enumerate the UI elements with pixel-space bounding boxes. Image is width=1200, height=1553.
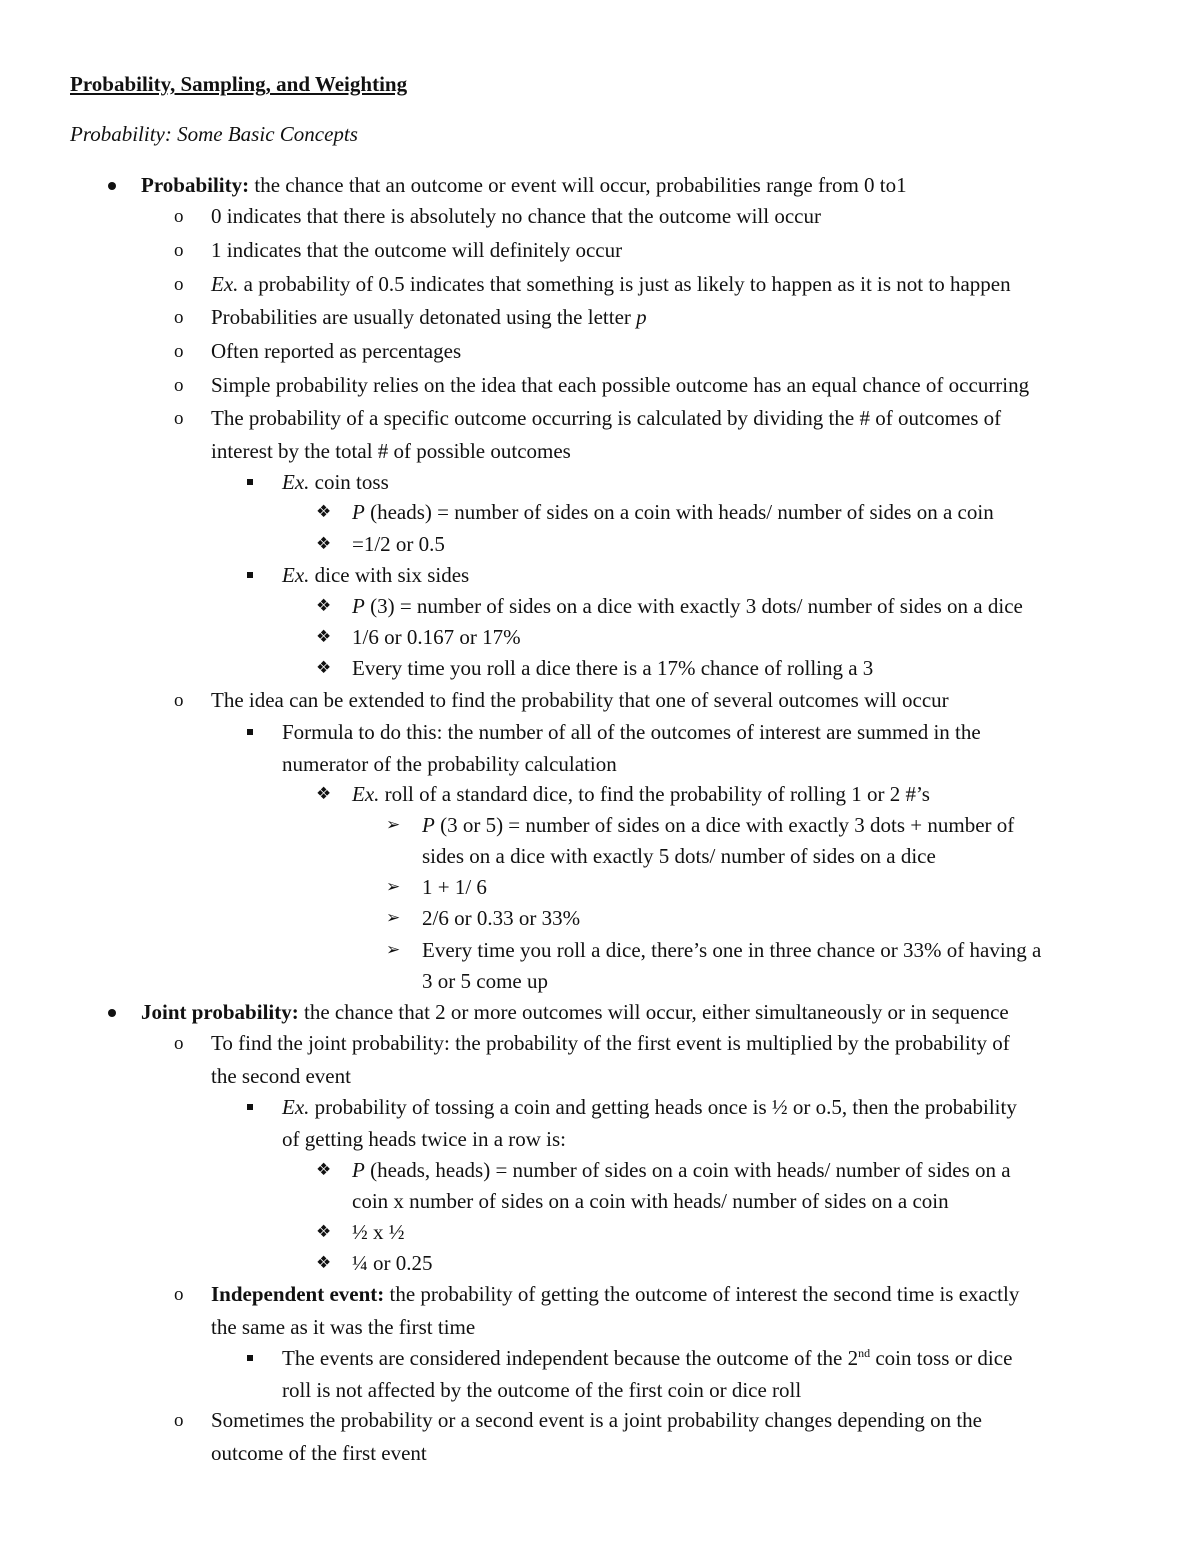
diamond-bullet-icon: ❖ (316, 1253, 332, 1273)
circle-bullet-icon: o (174, 1410, 184, 1431)
diamond-bullet-icon: ❖ (316, 784, 332, 804)
list-item-text: Joint probability: the chance that 2 or more outcomes will occur, either simultaneously or in sequence (141, 1000, 1009, 1024)
list-item-text: sides on a dice with exactly 5 dots/ number of sides on a dice (422, 844, 936, 868)
italic-term: p (636, 305, 647, 329)
list-item-text: P (3 or 5) = number of sides on a dice with exactly 3 dots + number of (422, 813, 1015, 837)
page-title: Probability, Sampling, and Weighting (70, 72, 408, 96)
list-item-text: The probability of a specific outcome occurring is calculated by dividing the # of outcomes of (211, 406, 1002, 430)
circle-bullet-icon: o (174, 1033, 184, 1054)
list-item-text: roll is not affected by the outcome of the first coin or dice roll (282, 1378, 802, 1402)
list-item-text: Ex. probability of tossing a coin and getting heads once is ½ or o.5, then the probability (282, 1095, 1017, 1119)
list-item-text: the same as it was the first time (211, 1315, 476, 1339)
list-item-text: Every time you roll a dice, there’s one in three chance or 33% of having a (422, 938, 1042, 962)
superscript: nd (858, 1346, 871, 1360)
circle-bullet-icon: o (174, 206, 184, 227)
circle-bullet-icon: o (174, 240, 184, 261)
italic-term: Ex. (282, 563, 310, 587)
arrow-bullet-icon: ➢ (386, 940, 401, 960)
list-item-text: Ex. coin toss (282, 470, 389, 494)
bold-term: Probability: (141, 173, 250, 197)
diamond-bullet-icon: ❖ (316, 534, 332, 554)
arrow-bullet-icon: ➢ (386, 877, 401, 897)
bold-term: Joint probability: (141, 1000, 299, 1024)
list-item-text: P (3) = number of sides on a dice with exactly 3 dots/ number of sides on a dice (352, 594, 1023, 618)
list-item-text: 2/6 or 0.33 or 33% (422, 906, 581, 930)
circle-bullet-icon: o (174, 375, 184, 396)
list-item-text: ¼ or 0.25 (352, 1251, 433, 1275)
circle-bullet-icon: o (174, 408, 184, 429)
list-item-text: P (heads, heads) = number of sides on a coin with heads/ number of sides on a (352, 1158, 1011, 1182)
list-item-text: outcome of the first event (211, 1441, 427, 1465)
list-item-text: Simple probability relies on the idea that each possible outcome has an equal chance of occurring (211, 373, 1030, 397)
list-item-text: P (heads) = number of sides on a coin with heads/ number of sides on a coin (352, 500, 994, 524)
list-item-text: 1 indicates that the outcome will definitely occur (211, 238, 623, 262)
italic-term: Ex. (282, 470, 310, 494)
diamond-bullet-icon: ❖ (316, 596, 332, 616)
bold-term: Independent event: (211, 1282, 385, 1306)
list-item-text: 1 + 1/ 6 (422, 875, 487, 899)
list-item-text: Sometimes the probability or a second event is a joint probability changes depending on the (211, 1408, 982, 1432)
diamond-bullet-icon: ❖ (316, 627, 332, 647)
italic-term: Ex. (211, 272, 239, 296)
diamond-bullet-icon: ❖ (316, 502, 332, 522)
list-item-text: Ex. roll of a standard dice, to find the probability of rolling 1 or 2 #’s (352, 782, 930, 806)
diamond-bullet-icon: ❖ (316, 1160, 332, 1180)
list-item-text: Ex. dice with six sides (282, 563, 470, 587)
list-item-text: 0 indicates that there is absolutely no chance that the outcome will occur (211, 204, 821, 228)
list-item-text: =1/2 or 0.5 (352, 532, 445, 556)
arrow-bullet-icon: ➢ (386, 815, 401, 835)
section-subtitle: Probability: Some Basic Concepts (70, 122, 358, 146)
list-item-text: Every time you roll a dice there is a 17% chance of rolling a 3 (352, 656, 874, 680)
list-item-text: of getting heads twice in a row is: (282, 1127, 567, 1151)
list-item-text: The idea can be extended to find the probability that one of several outcomes will occur (211, 688, 949, 712)
circle-bullet-icon: o (174, 274, 184, 295)
list-item-text: coin x number of sides on a coin with heads/ number of sides on a coin (352, 1189, 949, 1213)
circle-bullet-icon: o (174, 307, 184, 328)
italic-term: P (352, 594, 365, 618)
italic-term: Ex. (282, 1095, 310, 1119)
list-item-text: Formula to do this: the number of all of the outcomes of interest are summed in the (282, 720, 981, 744)
list-item-text: the second event (211, 1064, 351, 1088)
italic-term: Ex. (352, 782, 380, 806)
list-item-text: 1/6 or 0.167 or 17% (352, 625, 521, 649)
italic-term: P (352, 500, 365, 524)
list-item-text: Probability: the chance that an outcome or event will occur, probabilities range from 0 to1 (141, 173, 907, 197)
list-item-text: numerator of the probability calculation (282, 752, 617, 776)
list-item-text: Ex. a probability of 0.5 indicates that something is just as likely to happen as it is not to happen (211, 272, 1011, 296)
italic-term: P (352, 1158, 365, 1182)
arrow-bullet-icon: ➢ (386, 908, 401, 928)
italic-term: P (422, 813, 435, 837)
list-item-text: Probabilities are usually detonated using the letter p (211, 305, 647, 329)
list-item-text: Independent event: the probability of getting the outcome of interest the second time is exactly (211, 1282, 1020, 1306)
circle-bullet-icon: o (174, 341, 184, 362)
diamond-bullet-icon: ❖ (316, 1222, 332, 1242)
list-item-text: The events are considered independent because the outcome of the 2nd coin toss or dice (282, 1346, 1013, 1370)
circle-bullet-icon: o (174, 1284, 184, 1305)
diamond-bullet-icon: ❖ (316, 658, 332, 678)
list-item-text: ½ x ½ (352, 1220, 405, 1244)
list-item-text: 3 or 5 come up (422, 969, 548, 993)
list-item-text: interest by the total # of possible outcomes (211, 439, 571, 463)
list-item-text: To find the joint probability: the probability of the first event is multiplied by the probability of (211, 1031, 1010, 1055)
circle-bullet-icon: o (174, 690, 184, 711)
list-item-text: Often reported as percentages (211, 339, 462, 363)
